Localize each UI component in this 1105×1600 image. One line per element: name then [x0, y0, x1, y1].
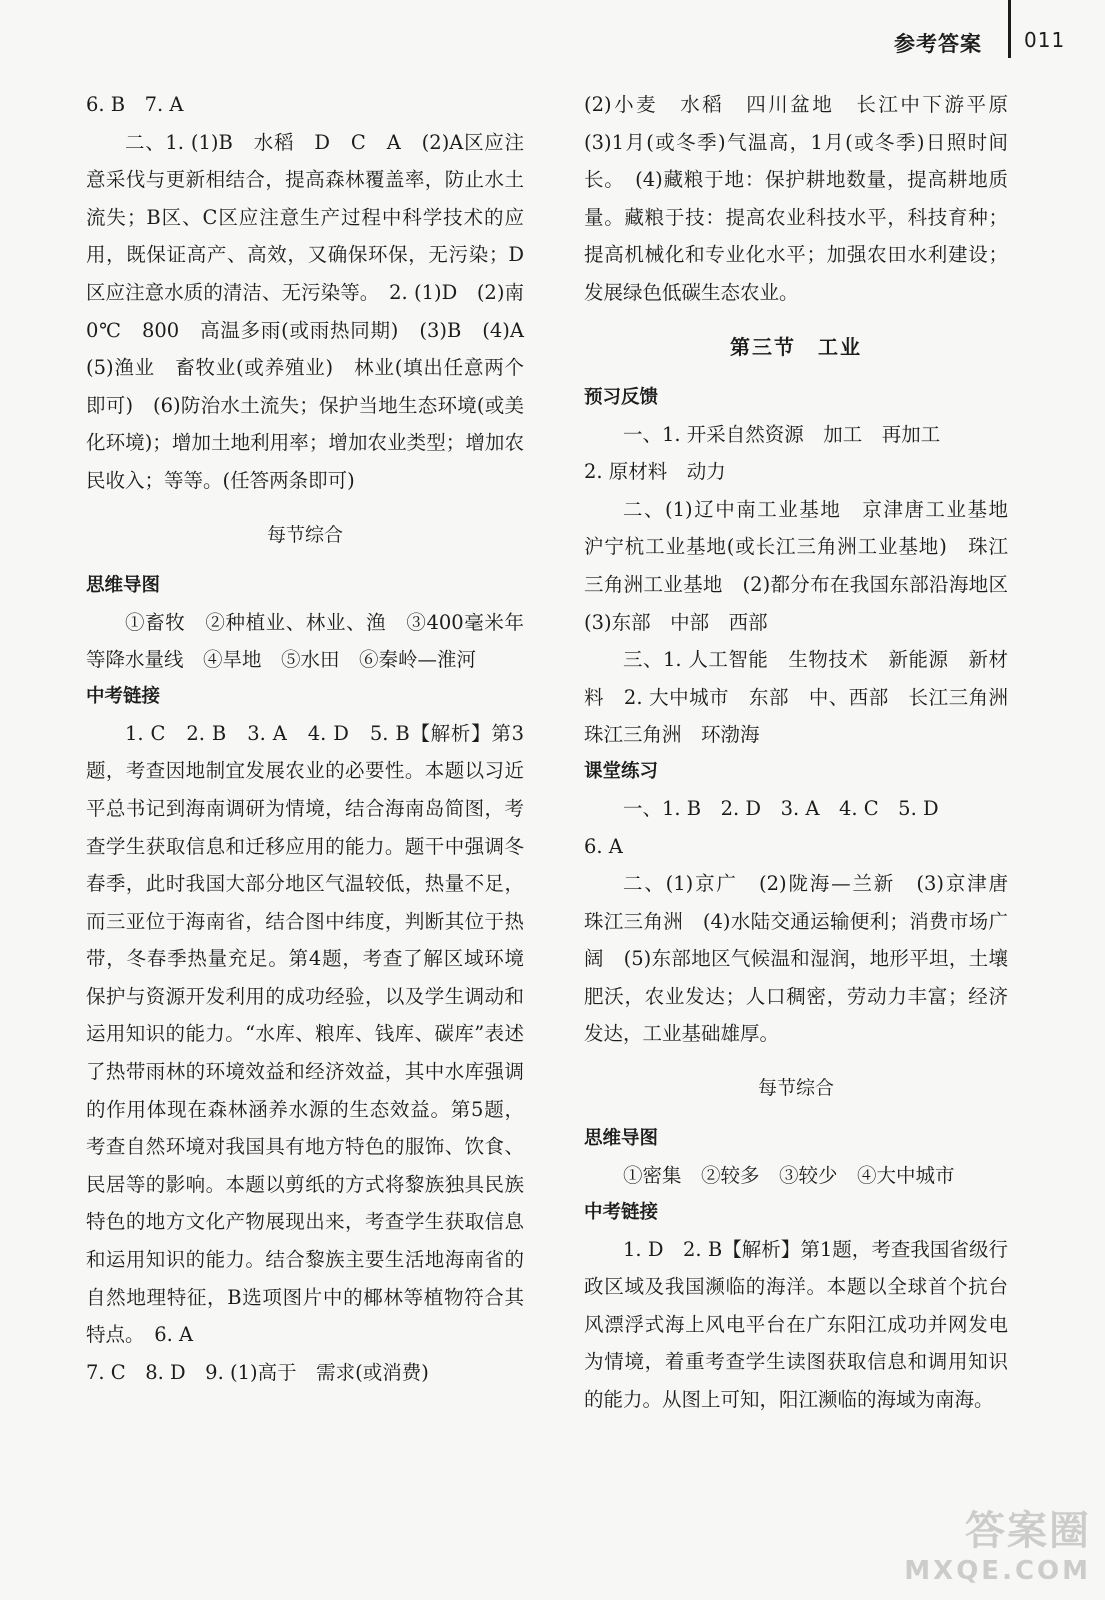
- page-header-title: 参考答案: [894, 32, 982, 56]
- mindmap-heading: 思维导图: [86, 574, 161, 596]
- preview-answer-1: 一、1. 开采自然资源 加工 再加工: [623, 422, 941, 446]
- answer-line-7-9: 7. C 8. D 9. (1)高于 需求(或消费): [86, 1360, 429, 1384]
- exam-link-heading-right: 中考链接: [584, 1201, 659, 1223]
- preview-answer-2: 2. 原材料 动力: [584, 460, 726, 484]
- answer-block-part2: 二、1. (1)B 水稻 D C A (2)A区应注意采伐与更新相结合，提高森林覆盖率，防止水土流失；B区、C区应注意生产过程中科学技术的应用，既保证高产、高效，又确保环保，无污染；D区应注意水质的清洁、无污染等。 2. (1)D (2)南 0℃ 800 高温多雨(或雨热同期) (3)B (4)A (5)渔业 畜牧业(或养殖业) 林业(填出任意两个即可) (6)防治水土流失；保护当地生态环境(或美化环境)；增加土地利用率；增加农业类型；增加农民收入；等等。(任答两条即可): [86, 130, 544, 492]
- right-column: [584, 86, 1028, 1419]
- mindmap-answers: ①畜牧 ②种植业、林业、渔 ③400毫米年等降水量线 ④旱地 ⑤水田 ⑥秦岭—淮河: [86, 610, 524, 672]
- page-number: 011: [1024, 28, 1066, 52]
- answer-block-continued: (2)小麦 水稻 四川盆地 长江中下游平原 (3)1月(或冬季)气温高，1月(或冬季)日照时间长。 (4)藏粮于地：保护耕地数量，提高耕地质量。藏粮于技：提高农业科技水平，科技育种；提高机械化和专业化水平；加强农田水利建设；发展绿色低碳生态农业。: [584, 93, 1028, 304]
- class-answer-1: 一、1. B 2. D 3. A 4. C 5. D: [623, 796, 939, 820]
- left-column: [86, 86, 544, 1391]
- class-answer-2: 6. A: [584, 834, 623, 858]
- mindmap-heading-right: 思维导图: [584, 1128, 659, 1150]
- exam-link-answers: 1. C 2. B 3. A 4. D 5. B【解析】第3题，考查因地制宜发展农业的必要性。本题以习近平总书记到海南调研为情境，结合海南岛简图，考查学生获取信息和迁移应用的能力。题干中强调冬春季，此时我国大部分地区气温较低，热量不足，而三亚位于海南省，结合图中纬度，判断其位于热带，冬春季热量充足。第4题，考查了解区域环境保护与资源开发利用的成功经验，以及学生调动和运用知识的能力。“水库、粮库、钱库、碳库”表述了热带雨林的环境效益和经济效益，其中水库强调的作用体现在森林涵养水源的生态效益。第5题，考查自然环境对我国具有地方特色的服饰、饮食、民居等的影响。本题以剪纸的方式将黎族独具民族特色的地方文化产物展现出来，考查学生获取信息和运用知识的能力。结合黎族主要生活地海南省的自然地理特征，B选项图片中的椰林等植物符合其特点。 6. A: [86, 721, 524, 1347]
- answer-line-6-7: 6. B 7. A: [86, 93, 184, 116]
- exam-link-answers-right: 1. D 2. B【解析】第1题，考查我国省级行政区域及我国濒临的海洋。本题以全球首个抗台风漂浮式海上风电平台在广东阳江成功并网发电为情境，着重考查学生读图获取信息和调用知识的能力。从图上可知，阳江濒临的海域为南海。: [584, 1237, 1008, 1412]
- watermark: [904, 1499, 1091, 1586]
- section-title-industry: 第三节 工业: [730, 334, 862, 359]
- class-answer-3: 二、(1)京广 (2)陇海—兰新 (3)京津唐 珠江三角洲 (4)水陆交通运输便利；消费市场广阔 (5)东部地区气候温和湿润，地形平坦，土壤肥沃，农业发达；人口稠密，劳动力丰富；经济发达，工业基础雄厚。: [584, 872, 1028, 1046]
- section-title-summary-right: 每节综合: [757, 1077, 834, 1100]
- preview-answer-3: 二、(1)辽中南工业基地 京津唐工业基地 沪宁杭工业基地(或长江三角洲工业基地) 珠江三角洲工业基地 (2)都分布在我国东部沿海地区 (3)东部 中部 西部: [584, 497, 1028, 634]
- exam-link-heading: 中考链接: [86, 685, 161, 707]
- mindmap-answers-right: ①密集 ②较多 ③较少 ④大中城市: [623, 1164, 955, 1188]
- class-practice-heading: 课堂练习: [584, 760, 659, 782]
- watermark-en: MXQE.COM: [904, 1556, 1091, 1586]
- preview-heading: 预习反馈: [584, 386, 659, 408]
- section-title-summary: 每节综合: [266, 523, 343, 546]
- watermark-cn: 答案圈: [965, 1508, 1091, 1554]
- preview-answer-4: 三、1. 人工智能 生物技术 新能源 新材料 2. 大中城市 东部 中、西部 长江三角洲 珠江三角洲 环渤海: [584, 648, 1028, 747]
- header-divider: [1008, 0, 1011, 58]
